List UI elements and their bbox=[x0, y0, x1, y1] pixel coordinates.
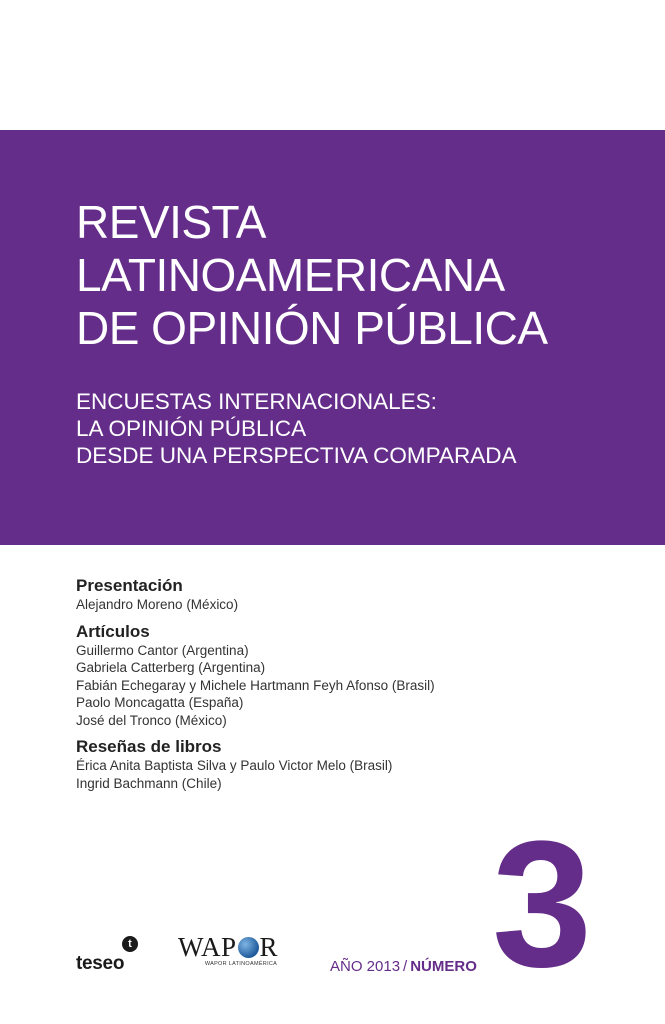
title-line: REVISTA bbox=[76, 196, 266, 248]
contents-entry: José del Tronco (México) bbox=[76, 712, 227, 728]
issue-theme bbox=[76, 388, 517, 469]
wapor-wordmark bbox=[178, 932, 290, 963]
teseo-logo bbox=[76, 936, 138, 976]
journal-title bbox=[76, 196, 548, 355]
theme-line: LA OPINIÓN PÚBLICA bbox=[76, 416, 307, 441]
wapor-wordmark-left: WAP bbox=[178, 932, 237, 962]
issue-separator: / bbox=[403, 958, 408, 975]
contents-entry: Paolo Moncagatta (España) bbox=[76, 695, 244, 710]
contents-entry: Guillermo Cantor (Argentina) bbox=[76, 642, 249, 658]
wapor-wordmark-right: R bbox=[259, 932, 279, 962]
year-label: AÑO 2013 bbox=[330, 958, 401, 975]
teseo-wordmark: teseo bbox=[76, 953, 125, 974]
number-label: NÚMERO bbox=[410, 958, 477, 975]
teseo-mark-icon: t bbox=[122, 936, 138, 952]
title-line: LATINOAMERICANA bbox=[76, 249, 505, 301]
wapor-tagline: WAPOR LATINOAMÉRICA bbox=[204, 961, 278, 967]
issue-info bbox=[330, 958, 477, 975]
table-of-contents bbox=[76, 575, 596, 799]
issue-number: 3 bbox=[492, 804, 589, 1005]
contents-entry: Érica Anita Baptista Silva y Paulo Victor Melo (Brasil) bbox=[76, 758, 393, 773]
section-presentacion bbox=[76, 575, 596, 614]
section-heading: Presentación bbox=[76, 576, 183, 595]
contents-entry: Gabriela Catterberg (Argentina) bbox=[76, 660, 266, 675]
contents-entry: Alejandro Moreno (México) bbox=[76, 597, 239, 612]
contents-entry: Ingrid Bachmann (Chile) bbox=[76, 775, 222, 791]
theme-line: ENCUESTAS INTERNACIONALES: bbox=[76, 389, 437, 414]
section-heading: Reseñas de libros bbox=[76, 737, 222, 756]
section-heading: Artículos bbox=[76, 621, 150, 641]
title-line: DE OPINIÓN PÚBLICA bbox=[76, 302, 548, 354]
section-articulos bbox=[76, 621, 596, 730]
theme-line: DESDE UNA PERSPECTIVA COMPARADA bbox=[76, 443, 517, 468]
contents-entry: Fabián Echegaray y Michele Hartmann Feyh Afonso (Brasil) bbox=[76, 677, 435, 693]
globe-icon bbox=[238, 937, 259, 958]
wapor-logo bbox=[178, 932, 290, 976]
section-resenas bbox=[76, 736, 596, 792]
